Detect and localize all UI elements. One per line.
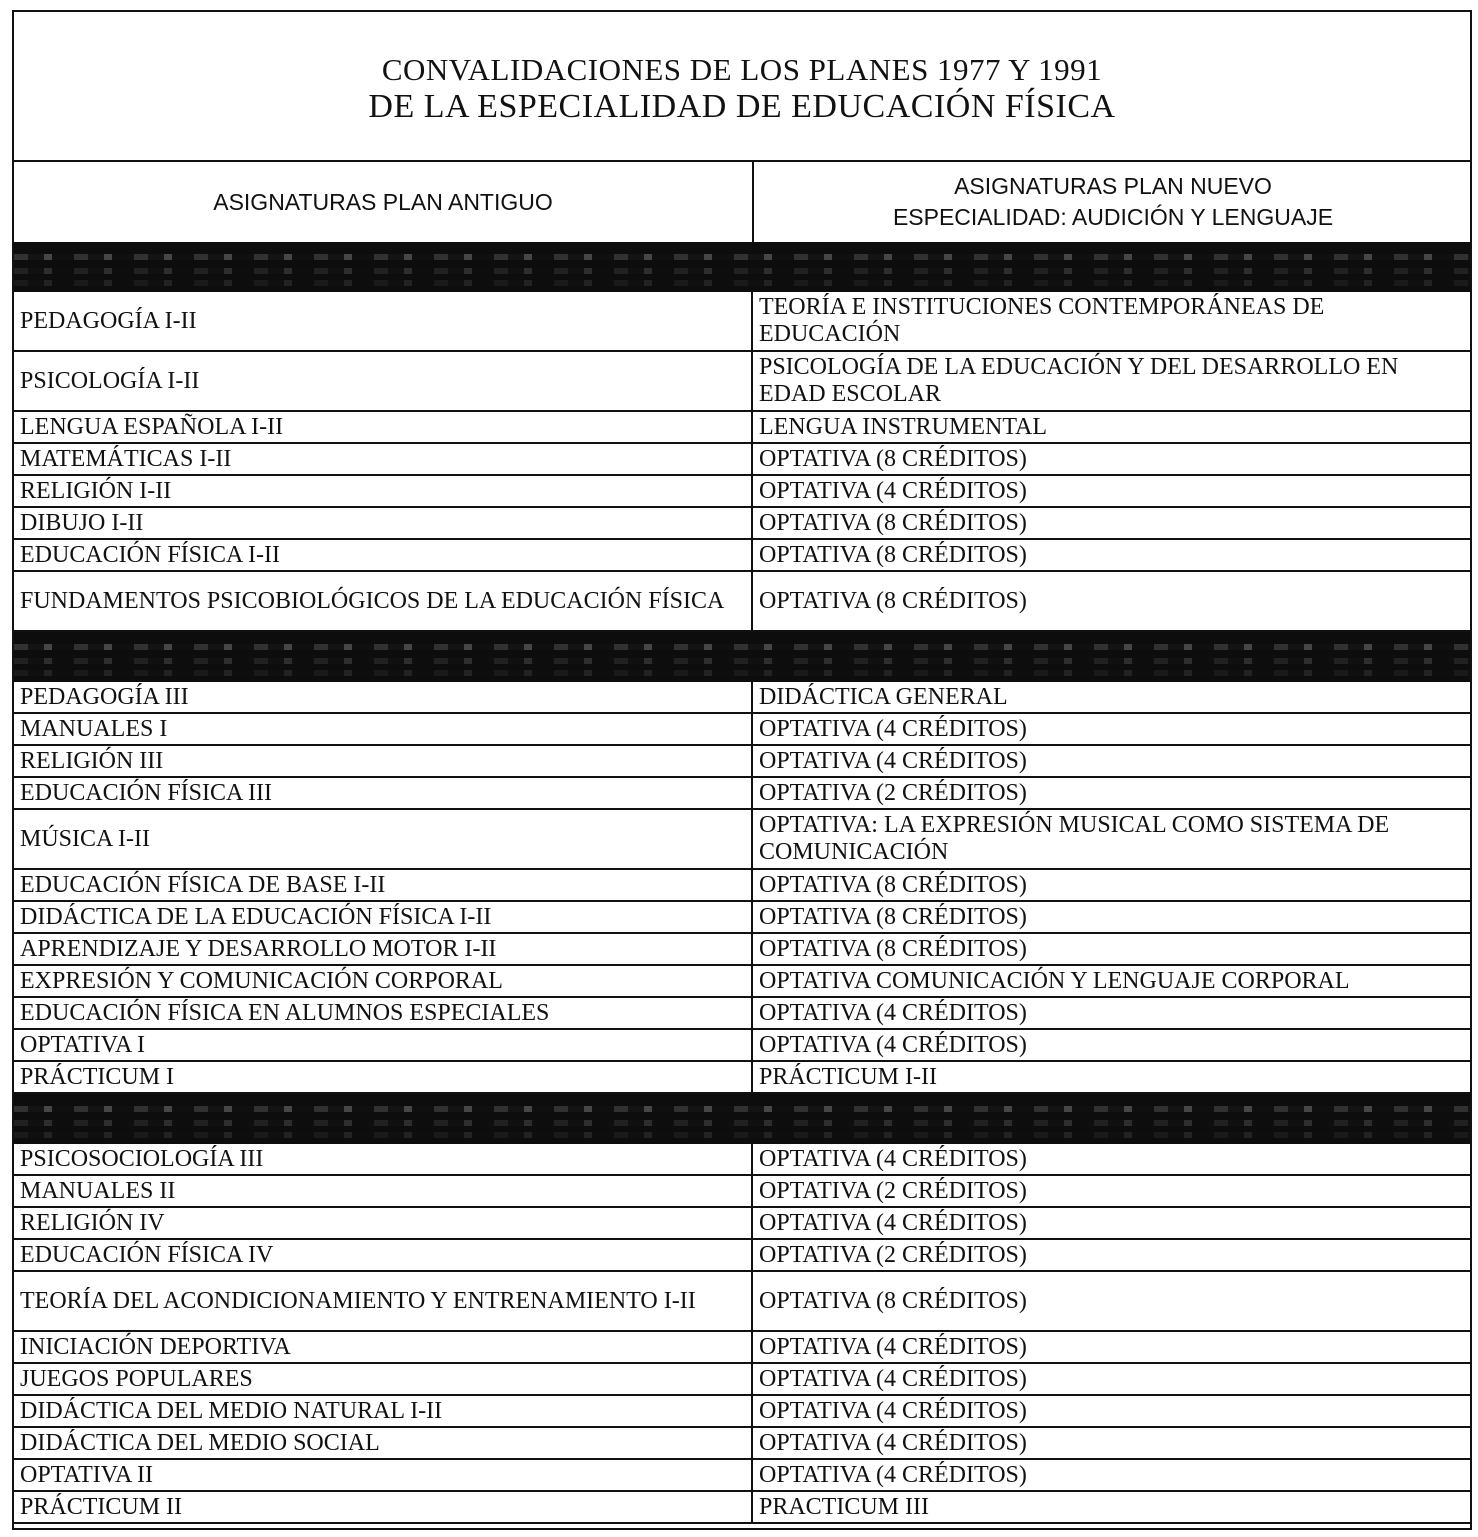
new-plan-subject: OPTATIVA (4 CRÉDITOS): [758, 1429, 1027, 1456]
table-row: [14, 1492, 1470, 1524]
old-plan-subject: MATEMÁTICAS I-II: [14, 444, 753, 474]
new-plan-subject: TEORÍA E INSTITUCIONES CONTEMPORÁNEAS DE EDUCACIÓN: [758, 294, 1325, 347]
new-plan-subject: OPTATIVA (2 CRÉDITOS): [758, 1241, 1027, 1268]
old-plan-subject: INICIACIÓN DEPORTIVA: [14, 1332, 753, 1362]
old-plan-subject: APRENDIZAJE Y DESARROLLO MOTOR I-II: [14, 934, 753, 964]
new-plan-subject: OPTATIVA (4 CRÉDITOS): [758, 1333, 1027, 1360]
table-row: [14, 1030, 1470, 1062]
table-row: [14, 1062, 1470, 1094]
old-plan-subject: FUNDAMENTOS PSICOBIOLÓGICOS DE LA EDUCACIÓN FÍSICA: [14, 572, 753, 630]
old-plan-subject: OPTATIVA II: [14, 1460, 753, 1490]
new-plan-subject: OPTATIVA (4 CRÉDITOS): [758, 1365, 1027, 1392]
old-plan-subject: EDUCACIÓN FÍSICA III: [14, 778, 753, 808]
new-plan-subject: OPTATIVA (2 CRÉDITOS): [758, 779, 1027, 806]
new-plan-subject: OPTATIVA (8 CRÉDITOS): [758, 509, 1027, 536]
old-plan-subject: EDUCACIÓN FÍSICA EN ALUMNOS ESPECIALES: [14, 998, 753, 1028]
old-plan-subject: PRÁCTICUM II: [14, 1492, 753, 1522]
column-header-new-plan: [754, 162, 1472, 242]
new-plan-subject: PRÁCTICUM I-II: [758, 1063, 937, 1090]
table-row: [14, 1176, 1470, 1208]
new-plan-subject: PSICOLOGÍA DE LA EDUCACIÓN Y DEL DESARROLLO EN EDAD ESCOLAR: [758, 354, 1399, 407]
new-plan-subject: OPTATIVA (4 CRÉDITOS): [758, 999, 1027, 1026]
table-row: [14, 1272, 1470, 1332]
table-row: [14, 292, 1470, 352]
table-row: [14, 352, 1470, 412]
table-row: [14, 508, 1470, 540]
new-plan-subject: OPTATIVA (4 CRÉDITOS): [758, 1461, 1027, 1488]
band-texture: [14, 268, 1470, 274]
table-row: [14, 714, 1470, 746]
table-row: [14, 1240, 1470, 1272]
table-row: [14, 682, 1470, 714]
table-row: [14, 1396, 1470, 1428]
section-band: [14, 632, 1470, 682]
new-plan-subject: PRACTICUM III: [758, 1493, 929, 1520]
new-plan-subject: OPTATIVA (8 CRÉDITOS): [758, 871, 1027, 898]
new-plan-subject: OPTATIVA: LA EXPRESIÓN MUSICAL COMO SISTEMA DE COMUNICACIÓN: [758, 812, 1390, 865]
old-plan-subject: DIDÁCTICA DEL MEDIO SOCIAL: [14, 1428, 753, 1458]
old-plan-subject: EDUCACIÓN FÍSICA IV: [14, 1240, 753, 1270]
table-row: [14, 998, 1470, 1030]
old-plan-subject: DIBUJO I-II: [14, 508, 753, 538]
new-plan-subject: OPTATIVA (8 CRÉDITOS): [758, 541, 1027, 568]
new-plan-subject: OPTATIVA (4 CRÉDITOS): [758, 1031, 1027, 1058]
old-plan-subject: MANUALES II: [14, 1176, 753, 1206]
band-texture: [14, 670, 1470, 676]
old-plan-subject: PSICOLOGÍA I-II: [14, 352, 753, 410]
new-plan-subject: OPTATIVA (8 CRÉDITOS): [758, 587, 1027, 614]
new-plan-subject: OPTATIVA (4 CRÉDITOS): [758, 477, 1027, 504]
section-band: [14, 242, 1470, 292]
new-plan-subject: OPTATIVA (8 CRÉDITOS): [758, 445, 1027, 472]
table-row: [14, 1364, 1470, 1396]
old-plan-subject: TEORÍA DEL ACONDICIONAMIENTO Y ENTRENAMIENTO I-II: [14, 1272, 753, 1330]
old-plan-subject: JUEGOS POPULARES: [14, 1364, 753, 1394]
new-plan-subject: DIDÁCTICA GENERAL: [758, 683, 1008, 710]
old-plan-subject: PRÁCTICUM I: [14, 1062, 753, 1092]
old-plan-subject: RELIGIÓN I-II: [14, 476, 753, 506]
table-row: [14, 1144, 1470, 1176]
old-plan-subject: DIDÁCTICA DE LA EDUCACIÓN FÍSICA I-II: [14, 902, 753, 932]
old-plan-subject: RELIGIÓN III: [14, 746, 753, 776]
old-plan-subject: MÚSICA I-II: [14, 810, 753, 868]
document-sheet: [12, 10, 1472, 1530]
band-texture: [14, 1106, 1470, 1112]
new-plan-subject: OPTATIVA (4 CRÉDITOS): [758, 747, 1027, 774]
table-body: [14, 242, 1470, 1524]
old-plan-subject: PEDAGOGÍA I-II: [14, 292, 753, 350]
new-plan-subject: OPTATIVA (4 CRÉDITOS): [758, 715, 1027, 742]
old-plan-subject: EDUCACIÓN FÍSICA DE BASE I-II: [14, 870, 753, 900]
table-row: [14, 540, 1470, 572]
table-row: [14, 1460, 1470, 1492]
new-plan-subject: OPTATIVA (8 CRÉDITOS): [758, 1287, 1027, 1314]
new-plan-subject: OPTATIVA (4 CRÉDITOS): [758, 1397, 1027, 1424]
old-plan-subject: MANUALES I: [14, 714, 753, 744]
table-row: [14, 1208, 1470, 1240]
band-texture: [14, 254, 1470, 260]
band-texture: [14, 1132, 1470, 1138]
band-texture: [14, 280, 1470, 286]
table-row: [14, 810, 1470, 870]
new-plan-subject: OPTATIVA (2 CRÉDITOS): [758, 1177, 1027, 1204]
old-plan-subject: RELIGIÓN IV: [14, 1208, 753, 1238]
table-row: [14, 966, 1470, 998]
table-row: [14, 1428, 1470, 1460]
table-row: [14, 934, 1470, 966]
old-plan-subject: OPTATIVA I: [14, 1030, 753, 1060]
band-texture: [14, 1120, 1470, 1126]
new-plan-subject: OPTATIVA COMUNICACIÓN Y LENGUAJE CORPORAL: [758, 967, 1350, 994]
new-plan-subject: OPTATIVA (8 CRÉDITOS): [758, 935, 1027, 962]
old-plan-subject: EXPRESIÓN Y COMUNICACIÓN CORPORAL: [14, 966, 753, 996]
table-row: [14, 902, 1470, 934]
band-texture: [14, 658, 1470, 664]
old-plan-subject: EDUCACIÓN FÍSICA I-II: [14, 540, 753, 570]
table-row: [14, 412, 1470, 444]
table-row: [14, 572, 1470, 632]
title-block: [14, 12, 1470, 162]
table-row: [14, 778, 1470, 810]
section-band: [14, 1094, 1470, 1144]
table-row: [14, 746, 1470, 778]
old-plan-subject: PEDAGOGÍA III: [14, 682, 753, 712]
column-header-old-plan: [14, 162, 754, 242]
new-plan-subject: OPTATIVA (4 CRÉDITOS): [758, 1209, 1027, 1236]
new-plan-subject: LENGUA INSTRUMENTAL: [758, 413, 1048, 440]
document-title-line2: DE LA ESPECIALIDAD DE EDUCACIÓN FÍSICA: [368, 88, 1116, 125]
table-row: [14, 870, 1470, 902]
column-header-new-plan-line2: ESPECIALIDAD: AUDICIÓN Y LENGUAJE: [892, 204, 1334, 230]
column-header-old-plan-label: ASIGNATURAS PLAN ANTIGUO: [213, 188, 553, 215]
table-row: [14, 476, 1470, 508]
new-plan-subject: OPTATIVA (4 CRÉDITOS): [758, 1145, 1027, 1172]
table-row: [14, 444, 1470, 476]
column-header-new-plan-line1: ASIGNATURAS PLAN NUEVO: [954, 173, 1272, 199]
old-plan-subject: PSICOSOCIOLOGÍA III: [14, 1144, 753, 1174]
old-plan-subject: LENGUA ESPAÑOLA I-II: [14, 412, 753, 442]
new-plan-subject: OPTATIVA (8 CRÉDITOS): [758, 903, 1027, 930]
table-row: [14, 1332, 1470, 1364]
band-texture: [14, 644, 1470, 650]
old-plan-subject: DIDÁCTICA DEL MEDIO NATURAL I-II: [14, 1396, 753, 1426]
table-header-row: [14, 162, 1470, 242]
document-title-line1: CONVALIDACIONES DE LOS PLANES 1977 Y 1991: [381, 52, 1103, 87]
